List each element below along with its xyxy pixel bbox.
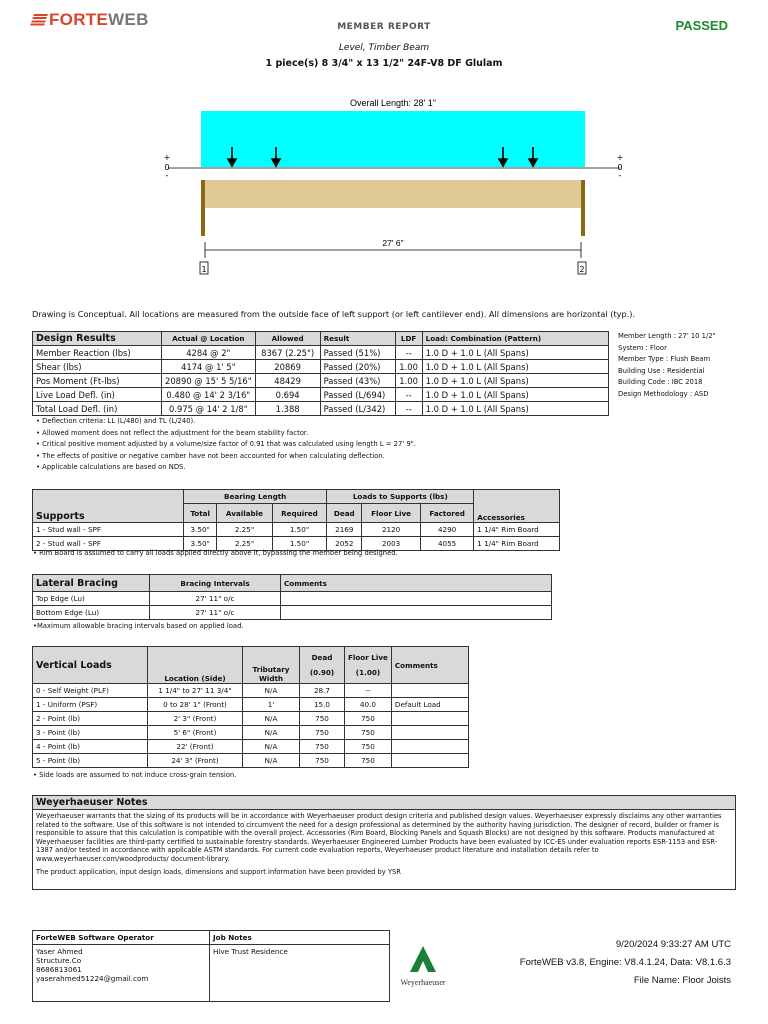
table-row: Total Load Defl. (in) 0.975 @ 14' 2 1/8" 1.388 Passed (L/342) -- 1.0 D + 1.0 L (All Spans) <box>33 402 609 416</box>
supports-table: Supports Bearing Length Loads to Supports (lbs) Accessories Total Available Required Dead Floor Live Factored 1 - Stud wall - SPF 3.50" 2.25" 1.50" 2169 2120 4290 1 1/4" Rim Board 2 - Stud wall - SPF 3.50" 2.25" 1.50" 2052 2003 4055 1 1/4" Rim Board <box>32 489 560 551</box>
weyerhaeuser-logo: Weyerhaeuser <box>394 944 452 987</box>
table-row: 4 - Point (lb) 22' (Front) N/A 750 750 <box>33 740 469 754</box>
table-row: 5 - Point (lb) 24' 3" (Front) N/A 750 750 <box>33 754 469 768</box>
svg-text:+: + <box>616 153 624 162</box>
report-title: MEMBER REPORT <box>337 22 431 32</box>
table-row: 0 - Self Weight (PLF) 1 1/4" to 27' 11 3/4" N/A 28.7 -- <box>33 684 469 698</box>
weyerhaeuser-notes-title: Weyerhaeuser Notes <box>33 796 735 810</box>
report-meta <box>520 936 731 990</box>
table-row: Live Load Defl. (in) 0.480 @ 14' 2 3/16" 0.694 Passed (L/694) -- 1.0 D + 1.0 L (All Spans) <box>33 388 609 402</box>
report-filename: File Name: Floor Joists <box>633 975 731 986</box>
lateral-bracing-table: Lateral Bracing Bracing Intervals Comments Top Edge (Lu) 27' 11" o/c Bottom Edge (Lu) 27' 11" o/c <box>32 574 552 620</box>
member-description: 1 piece(s) 8 3/4" x 13 1/2" 24F-V8 DF Glulam <box>265 58 503 69</box>
dead-header: Dead (0.90) <box>300 647 345 684</box>
floor-live-header: Floor Live (1.00) <box>345 647 392 684</box>
span-length-label: 27' 6" <box>382 238 404 248</box>
member-level: Level, Timber Beam <box>338 43 430 53</box>
table-row: Top Edge (Lu) 27' 11" o/c <box>33 592 552 606</box>
operator-info: Yaser Ahmed Structure.Co 8686813061 yaserahmed51224@gmail.com <box>33 945 210 1002</box>
operator-table: ForteWEB Software Operator Job Notes Yaser Ahmed Structure.Co 8686813061 yaserahmed51224@gmail.com Hive Trust Residence <box>32 930 390 1002</box>
beam-drawing <box>0 90 768 290</box>
report-version: ForteWEB v3.8, Engine: V8.4.1.24, Data: V8.1.6.3 <box>519 957 731 968</box>
beam <box>201 180 585 208</box>
weyerhaeuser-tree-icon <box>408 944 438 974</box>
table-row: Bottom Edge (Lu) 27' 11" o/c <box>33 606 552 620</box>
vertical-loads-table: Vertical Loads Location (Side) Tributary Width Dead (0.90) Floor Live (1.00) Comments 0 - Self Weight (PLF) 1 1/4" to 27' 11 3/4" N/A 28.7 -- 1 - Uniform (PSF) 0 to 28' 1" (Front) 1' 15.0 40.0 Default Load 2 - Point (lb) 2' 3" (Front) N/A 750 750 3 - Point (lb) 5' 6" (Front) N/A 750 750 4 - Point (lb) 22' (Front) N/A 750 750 5 - Point (lb) 24' 3" (Front) N/A 750 750 <box>32 646 469 768</box>
overall-length-label: Overall Length: 28' 1" <box>350 98 436 108</box>
svg-text:-: - <box>618 171 622 180</box>
svg-text:1: 1 <box>201 265 207 274</box>
weyerhaeuser-notes <box>32 795 736 890</box>
table-row: Member Reaction (lbs) 4284 @ 2" 8367 (2.25") Passed (51%) -- 1.0 D + 1.0 L (All Spans) <box>33 346 609 360</box>
svg-text:0: 0 <box>617 163 623 172</box>
svg-text:2: 2 <box>579 265 585 274</box>
member-info: Member Length : 27' 10 1/2" System : Floor Member Type : Flush Beam Building Use : Residential Building Code : IBC 2018 Design Methodology : ASD <box>618 332 716 398</box>
design-notes: • Deflection criteria: LL (L/480) and TL (L/240). • Allowed moment does not reflect the adjustment for the beam stability factor. • Critical positive moment adjusted by a volume/size factor of 0.91 that was calculated using length L = 27' 9". • The effects of positive or negative camber have not been accounted for when calculating deflection. • Applicable calculations are based on NDS. <box>36 417 416 471</box>
forteweb-logo: FORTEWEB <box>32 10 149 30</box>
svg-text:+: + <box>163 153 171 162</box>
supports-note: • Rim Board is assumed to carry all loads applied directly above it, bypassing the member being designed. <box>33 549 398 557</box>
report-datetime: 9/20/2024 9:33:27 AM UTC <box>615 939 731 950</box>
load-area <box>201 111 585 167</box>
table-row: Shear (lbs) 4174 @ 1' 5" 20869 Passed (20%) 1.00 1.0 D + 1.0 L (All Spans) <box>33 360 609 374</box>
support-left <box>201 180 205 236</box>
weyerhaeuser-notes-body: Weyerhaeuser warrants that the sizing of its products will be in accordance with Weyerhaeuser product design criteria and published design values. Weyerhaeuser expressly disclaims any other warranties related to the software. Use of this software is not intended to circumvent the need for a design professional as determined by the authority having jurisdiction. The designer of record, builder or framer is responsible to assure that this calculation is compatible with the overall project. Accessories (Rim Board, Blocking Panels and Squash Blocks) are not designed by this software. Products manufactured at Weyerhaeuser facilities are third-party certified to sustainable forestry standards. Weyerhaeuser Engineered Lumber Products have been evaluated by ICC-ES under evaluation reports ESR-1153 and ESR-1387 and/or tested in accordance with applicable ASTM standards. For current code evaluation reports, Weyerhaeuser product literature and installation details refer to www.weyerhaeuser.com/woodproducts/ document-library. The product application, input design loads, dimensions and support information have been provided by YSR <box>36 812 722 876</box>
design-results-table: Design Results Actual @ Location Allowed Result LDF Load: Combination (Pattern) Member Reaction (lbs) 4284 @ 2" 8367 (2.25") Passed (51%) -- 1.0 D + 1.0 L (All Spans) Shear (lbs) 4174 @ 1' 5" 20869 Passed (20%) 1.00 1.0 D + 1.0 L (All Spans) Pos Moment (Ft-lbs) 20890 @ 15' 5 5/16" 48429 Passed (43%) 1.00 1.0 D + 1.0 L (All Spans) Live Load Defl. (in) 0.480 @ 14' 2 3/16" 0.694 Passed (L/694) -- 1.0 D + 1.0 L (All Spans) Total Load Defl. (in) 0.975 @ 14' 2 1/8" 1.388 Passed (L/342) -- 1.0 D + 1.0 L (All Spans) <box>32 331 609 416</box>
svg-text:-: - <box>165 171 169 180</box>
table-row: Pos Moment (Ft-lbs) 20890 @ 15' 5 5/16" 48429 Passed (43%) 1.00 1.0 D + 1.0 L (All Spans) <box>33 374 609 388</box>
table-row: 1 - Stud wall - SPF 3.50" 2.25" 1.50" 2169 2120 4290 1 1/4" Rim Board <box>33 523 560 537</box>
table-row: 3 - Point (lb) 5' 6" (Front) N/A 750 750 <box>33 726 469 740</box>
table-row: 2 - Stud wall - SPF 3.50" 2.25" 1.50" 2052 2003 4055 1 1/4" Rim Board <box>33 537 560 551</box>
svg-text:0: 0 <box>164 163 170 172</box>
conceptual-note: Drawing is Conceptual. All locations are measured from the outside face of left support (or left cantilever end). All dimensions are horizontal (typ.). <box>32 309 636 319</box>
bracing-note: •Maximum allowable bracing intervals based on applied load. <box>33 622 244 630</box>
job-notes: Hive Trust Residence <box>210 945 390 1002</box>
table-row: 2 - Point (lb) 2' 3" (Front) N/A 750 750 <box>33 712 469 726</box>
status-passed: PASSED <box>675 18 728 33</box>
vertical-loads-note: • Side loads are assumed to not induce cross-grain tension. <box>33 771 237 779</box>
support-right <box>581 180 585 236</box>
table-row: 1 - Uniform (PSF) 0 to 28' 1" (Front) 1' 15.0 40.0 Default Load <box>33 698 469 712</box>
